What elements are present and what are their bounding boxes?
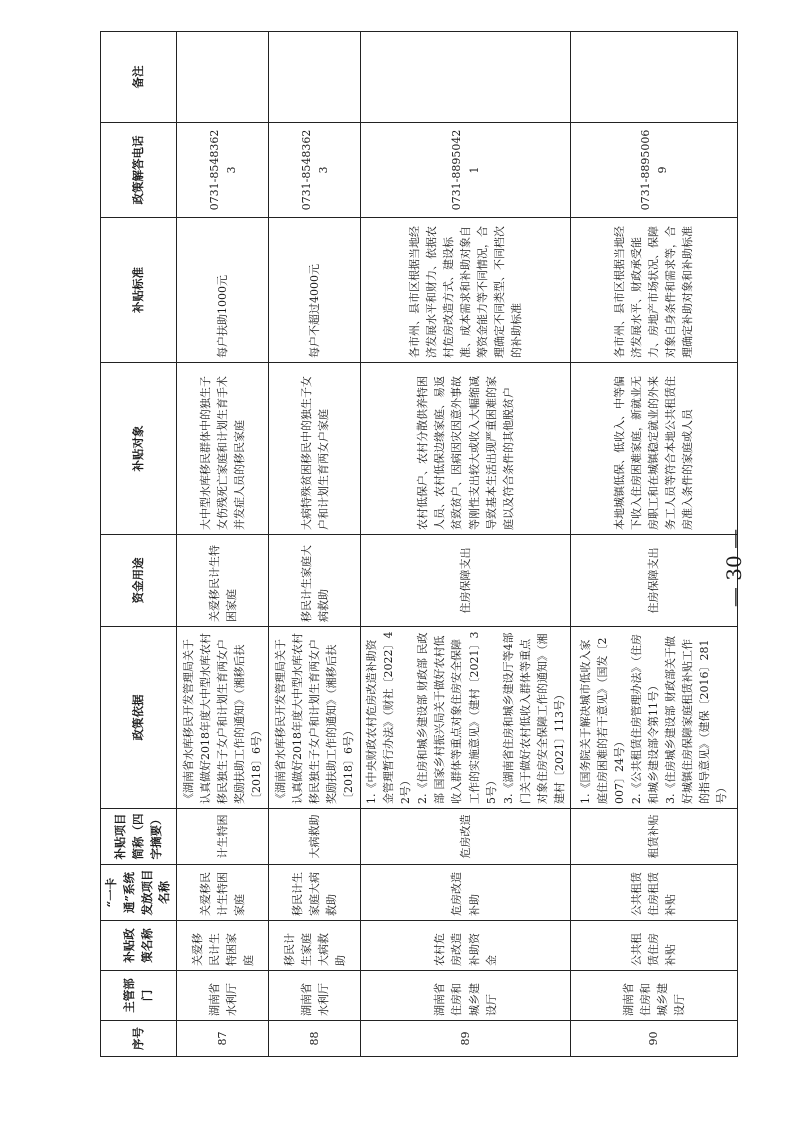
header-target: 补贴对象 [101, 363, 177, 535]
table-row [269, 32, 361, 1057]
cell-standard: 各市州、县市区根据当地经济发展水平、财政承受能力、房地产市场状况、保障对象自身条件和需求等，合理确定补助对象和补助标准 [570, 218, 737, 363]
cell-phone: 0731-85483623 [177, 123, 269, 218]
subsidy-policy-table [100, 31, 738, 1057]
cell-short-name: 危房改造 [361, 809, 571, 865]
cell-seq: 88 [269, 1021, 361, 1057]
cell-system-name: 移民计生家庭大病救助 [269, 865, 361, 921]
cell-policy-name: 移民计生家庭大病救助 [269, 921, 361, 971]
header-dept: 主管部门 [101, 971, 177, 1021]
cell-seq: 89 [361, 1021, 571, 1057]
cell-system-name: 危房改造补助 [361, 865, 571, 921]
cell-seq: 87 [177, 1021, 269, 1057]
cell-funds-use: 移民计生家庭大病救助 [269, 535, 361, 627]
page-number [714, 528, 754, 608]
cell-policy-name: 公共租赁住房补贴 [570, 921, 737, 971]
cell-phone: 0731-85483623 [269, 123, 361, 218]
cell-basis: 《湖南省水库移民开发管理局关于认真做好2018年度大中型水库农村移民独生子女户和计划生育两女户奖励扶助工作的通知》（湘移后扶〔2018〕6号） [269, 627, 361, 809]
rotated-page-content [100, 32, 729, 1057]
cell-target: 农村低保户、农村分散供养特困人员、农村低保边缘家庭、易返贫致贫户、因病因灾因意外事故等刚性支出较大或收入大幅缩减导致基本生活出现严重困难的家庭以及符合条件的其他脱贫户 [361, 363, 571, 535]
cell-standard: 各市州、县市区根据当地经济发展水平和财力、依据农村危房改造方式、建设标准、成本需求和补助对象自筹资金能力等不同情况，合理确定不同类型、不同档次的补助标准 [361, 218, 571, 363]
header-policy-name: 补贴政策名称 [101, 921, 177, 971]
header-phone: 政策解答电话 [101, 123, 177, 218]
table-row [570, 32, 737, 1057]
header-seq: 序号 [101, 1021, 177, 1057]
cell-dept: 湖南省住房和城乡建设厅 [361, 971, 571, 1021]
cell-policy-name: 农村危房改造补助资金 [361, 921, 571, 971]
cell-seq: 90 [570, 1021, 737, 1057]
cell-remark [269, 32, 361, 123]
cell-basis: 《湖南省水库移民开发管理局关于认真做好2018年度大中型水库农村移民独生子女户和计划生育两女户奖励扶助工作的通知》（湘移后扶〔2018〕6号） [177, 627, 269, 809]
cell-remark [177, 32, 269, 123]
cell-funds-use: 住房保障支出 [361, 535, 571, 627]
header-standard: 补贴标准 [101, 218, 177, 363]
table-row [177, 32, 269, 1057]
cell-basis: 1.《国务院关于解决城市低收入家庭住房困难的若干意见》（国发〔2007〕24号） 2.《公共租赁住房管理办法》（住房和城乡建设部令第11号） 3.《住房城乡建设部 财政部关于做好城镇住房保障家庭租赁补贴工作的指导意见》（建保〔2016〕281号） [570, 627, 737, 809]
cell-target: 大中型水库移民群体中的独生子女伤残死亡家庭和计划生育手术并发症人员的移民家庭 [177, 363, 269, 535]
cell-system-name: 关爱移民计生特困家庭 [177, 865, 269, 921]
cell-target: 本地城镇低保、低收入、中等偏下收入住房困难家庭，新就业无房职工和在城镇稳定就业的外来务工人员等符合本地公共租赁住房准入条件的家庭或人员 [570, 363, 737, 535]
cell-target: 大病特殊贫困移民中的独生子女户和计划生育两女户家庭 [269, 363, 361, 535]
table-header-row [101, 32, 177, 1057]
cell-dept: 湖南省水利厅 [177, 971, 269, 1021]
cell-short-name: 计生特困 [177, 809, 269, 865]
header-short-name: 补贴项目简称（四字摘要） [101, 809, 177, 865]
table-row [361, 32, 571, 1057]
cell-funds-use: 关爱移民计生特困家庭 [177, 535, 269, 627]
cell-standard: 每户不超过4000元 [269, 218, 361, 363]
page-number-text: — 30 — [722, 528, 747, 608]
cell-dept: 湖南省水利厅 [269, 971, 361, 1021]
header-system-name: “一卡通”系统发放项目名称 [101, 865, 177, 921]
cell-funds-use: 住房保障支出 [570, 535, 737, 627]
cell-short-name: 租赁补贴 [570, 809, 737, 865]
cell-system-name: 公共租赁住房租赁补贴 [570, 865, 737, 921]
cell-short-name: 大病救助 [269, 809, 361, 865]
header-funds-use: 资金用途 [101, 535, 177, 627]
cell-dept: 湖南省住房和城乡建设厅 [570, 971, 737, 1021]
cell-policy-name: 关爱移民计生特困家庭 [177, 921, 269, 971]
cell-remark [570, 32, 737, 123]
cell-phone: 0731-88950421 [361, 123, 571, 218]
cell-basis: 1.《中央财政农村危房改造补助资金管理暂行办法》（财社〔2022〕42号） 2.《住房和城乡建设部 财政部 民政部 国家乡村振兴局关于做好农村低收入群体等重点对象住房安全保障工作的实施意见》（建村〔2021〕35号） 3.《湖南省住房和城乡建设厅等4部门关于做好农村低收入群体等重点对象住房安全保障工作的通知》（湘建村〔2021〕113号） [361, 627, 571, 809]
header-remark: 备注 [101, 32, 177, 123]
cell-phone: 0731-88950069 [570, 123, 737, 218]
header-basis: 政策依据 [101, 627, 177, 809]
cell-standard: 每户扶助1000元 [177, 218, 269, 363]
cell-remark [361, 32, 571, 123]
